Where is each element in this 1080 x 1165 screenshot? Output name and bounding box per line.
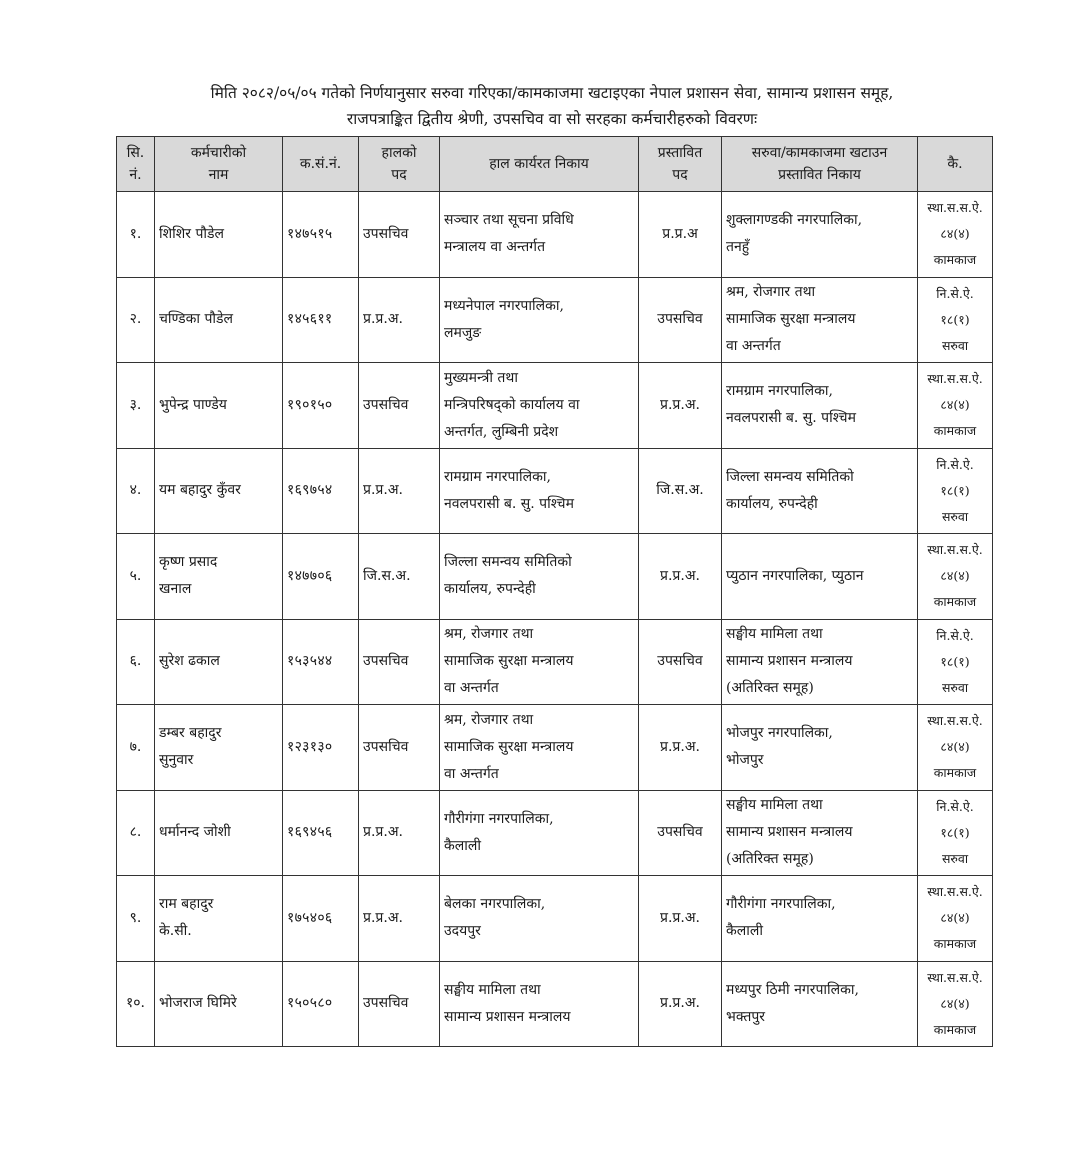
header-name: कर्मचारीको नाम [155, 137, 283, 192]
row-code: १४७५१५ [283, 192, 359, 278]
row-proposed-office-line: भोजपुर [726, 752, 764, 769]
row-remarks-line: कामकाज [933, 252, 977, 268]
row-current-office-line: बेलका नगरपालिका, [444, 896, 546, 913]
row-proposed-office-line: सामान्य प्रशासन मन्त्रालय [726, 824, 853, 841]
row-current-office-line: सामान्य प्रशासन मन्त्रालय [444, 1008, 571, 1025]
row-remarks-line: स्था.स.स.ऐ. [927, 884, 983, 900]
row-current-office-line: वा अन्तर्गत [444, 765, 499, 782]
row-proposed-post: प्र.प्र.अ. [639, 534, 722, 620]
table-row [117, 876, 993, 962]
heading-line-1: मिति २०८२/०५/०५ गतेको निर्णयानुसार सरुवा गरिएका/कामकाजमा खटाइएका नेपाल प्रशासन सेवा, सामान्य प्रशासन समूह, [210, 84, 894, 102]
row-current-office-line: अन्तर्गत, लुम्बिनी प्रदेश [444, 423, 559, 440]
row-remarks-line: नि.से.ऐ. [936, 798, 974, 814]
row-remarks-line: ८४(४) [940, 910, 970, 926]
row-proposed-post: प्र.प्र.अ [639, 192, 722, 278]
row-current-post: उपसचिव [359, 192, 440, 278]
row-current-office-line: सङ्घीय मामिला तथा [444, 981, 541, 998]
header-sn: सि. नं. [117, 137, 155, 192]
row-name-line: कृष्ण प्रसाद [159, 554, 218, 571]
table-row [117, 619, 993, 705]
row-name-line: डम्बर बहादुर [159, 725, 222, 742]
row-name-line: के.सी. [159, 923, 192, 940]
header-proposed-office: सरुवा/कामकाजमा खटाउन प्रस्तावित निकाय [722, 137, 918, 192]
row-current-office-line: रामग्राम नगरपालिका, [444, 468, 551, 485]
row-sn: ५. [117, 534, 155, 620]
row-remarks-line: १८(१) [940, 482, 970, 498]
row-proposed-office-line: कैलाली [726, 923, 763, 940]
row-remarks [918, 876, 993, 962]
row-proposed-post: प्र.प्र.अ. [639, 876, 722, 962]
row-remarks-line: नि.से.ऐ. [936, 285, 974, 301]
row-sn: १०. [117, 961, 155, 1047]
row-code: १६९४५६ [283, 790, 359, 876]
row-code: १५०५८० [283, 961, 359, 1047]
table-row [117, 192, 993, 278]
row-proposed-office [722, 705, 918, 791]
row-proposed-office-line: जिल्ला समन्वय समितिको [726, 468, 854, 485]
row-proposed-office-line: (अतिरिक्त समूह) [726, 851, 814, 868]
table-row [117, 790, 993, 876]
row-name [155, 619, 283, 705]
row-remarks-line: स्था.स.स.ऐ. [927, 371, 983, 387]
row-name [155, 363, 283, 449]
row-proposed-office [722, 277, 918, 363]
row-current-office-line: मन्त्रालय वा अन्तर्गत [444, 239, 546, 256]
row-proposed-office [722, 619, 918, 705]
header-proposed-post: प्रस्तावित पद [639, 137, 722, 192]
row-remarks [918, 619, 993, 705]
row-current-post: उपसचिव [359, 961, 440, 1047]
row-remarks [918, 961, 993, 1047]
row-current-office-line: श्रम, रोजगार तथा [444, 626, 534, 643]
table-row [117, 277, 993, 363]
row-name [155, 961, 283, 1047]
row-current-office-line: वा अन्तर्गत [444, 680, 499, 697]
row-name [155, 790, 283, 876]
header-current-post: हालको पद [359, 137, 440, 192]
row-sn: ६. [117, 619, 155, 705]
row-name-line: राम बहादुर [159, 896, 214, 913]
row-remarks-line: ८४(४) [940, 568, 970, 584]
row-code: १९०१५० [283, 363, 359, 449]
row-proposed-office-line: सामाजिक सुरक्षा मन्त्रालय [726, 311, 856, 328]
row-remarks-line: सरुवा [941, 337, 969, 353]
row-proposed-office-line: (अतिरिक्त समूह) [726, 680, 814, 697]
row-current-office-line: मध्यनेपाल नगरपालिका, [444, 297, 564, 314]
row-name-line: चण्डिका पौडेल [159, 311, 234, 328]
row-current-office-line: कैलाली [444, 837, 481, 854]
row-name-line: खनाल [159, 581, 192, 598]
row-name-line: सुरेश ढकाल [159, 653, 220, 670]
row-current-office-line: गौरीगंगा नगरपालिका, [444, 810, 554, 827]
table-row [117, 705, 993, 791]
row-proposed-office-line: गौरीगंगा नगरपालिका, [726, 896, 836, 913]
header-code: क.सं.नं. [283, 137, 359, 192]
row-current-office [440, 363, 639, 449]
row-proposed-post: प्र.प्र.अ. [639, 961, 722, 1047]
row-remarks-line: ८४(४) [940, 226, 970, 242]
row-proposed-office [722, 534, 918, 620]
row-name [155, 705, 283, 791]
row-remarks-line: स्था.स.स.ऐ. [927, 713, 983, 729]
row-current-office [440, 961, 639, 1047]
row-current-office-line: मुख्यमन्त्री तथा [444, 369, 518, 386]
row-current-post: प्र.प्र.अ. [359, 790, 440, 876]
row-remarks [918, 448, 993, 534]
row-current-post: प्र.प्र.अ. [359, 876, 440, 962]
heading-line-2: राजपत्राङ्कित द्वितीय श्रेणी, उपसचिव वा सो सरहका कर्मचारीहरुको विवरणः [346, 110, 758, 128]
row-remarks-line: सरुवा [941, 850, 969, 866]
row-proposed-office-line: भोजपुर नगरपालिका, [726, 725, 833, 742]
row-current-office-line: उदयपुर [444, 923, 481, 940]
table-row [117, 363, 993, 449]
row-remarks-line: १८(१) [940, 311, 970, 327]
row-current-office [440, 277, 639, 363]
row-name [155, 192, 283, 278]
row-name [155, 277, 283, 363]
row-name-line: धर्मानन्द जोशी [159, 824, 231, 841]
row-remarks [918, 790, 993, 876]
row-proposed-office-line: तनहुँ [726, 239, 750, 256]
row-name-line: भोजराज घिमिरे [159, 995, 237, 1012]
row-sn: ९. [117, 876, 155, 962]
row-current-post: उपसचिव [359, 705, 440, 791]
row-name-line: भुपेन्द्र पाण्डेय [159, 396, 227, 413]
row-proposed-office-line: नवलपरासी ब. सु. पश्चिम [726, 410, 856, 427]
row-proposed-office-line: वा अन्तर्गत [726, 338, 781, 355]
row-remarks-line: १८(१) [940, 824, 970, 840]
row-proposed-office [722, 790, 918, 876]
row-proposed-office-line: मध्यपुर ठिमी नगरपालिका, [726, 981, 859, 998]
row-proposed-office-line: शुक्लागण्डकी नगरपालिका, [726, 212, 863, 229]
row-remarks-line: ८४(४) [940, 397, 970, 413]
row-current-post: जि.स.अ. [359, 534, 440, 620]
row-proposed-office-line: सङ्घीय मामिला तथा [726, 626, 823, 643]
transfer-table [116, 136, 993, 1047]
row-current-office-line: लमजुङ [444, 324, 482, 341]
row-current-office-line: जिल्ला समन्वय समितिको [444, 554, 572, 571]
row-current-office [440, 192, 639, 278]
row-remarks-line: स्था.स.स.ऐ. [927, 542, 983, 558]
row-code: १५३५४४ [283, 619, 359, 705]
row-remarks-line: कामकाज [933, 1021, 977, 1037]
row-proposed-post: जि.स.अ. [639, 448, 722, 534]
row-proposed-office-line: प्युठान नगरपालिका, प्युठान [726, 567, 864, 584]
row-proposed-post: उपसचिव [639, 619, 722, 705]
row-current-office-line: सामाजिक सुरक्षा मन्त्रालय [444, 738, 574, 755]
row-sn: ३. [117, 363, 155, 449]
row-proposed-office-line: रामग्राम नगरपालिका, [726, 383, 833, 400]
row-remarks-line: कामकाज [933, 594, 977, 610]
header-current-office: हाल कार्यरत निकाय [440, 137, 639, 192]
row-remarks-line: स्था.स.स.ऐ. [927, 200, 983, 216]
row-current-office-line: सामाजिक सुरक्षा मन्त्रालय [444, 653, 574, 670]
row-remarks-line: १८(१) [940, 653, 970, 669]
row-code: १६९७५४ [283, 448, 359, 534]
row-current-post: उपसचिव [359, 619, 440, 705]
row-proposed-post: प्र.प्र.अ. [639, 363, 722, 449]
row-sn: १. [117, 192, 155, 278]
row-name-line: शिशिर पौडेल [159, 225, 225, 242]
table-row [117, 534, 993, 620]
row-current-office [440, 876, 639, 962]
row-current-office [440, 534, 639, 620]
row-code: १२३१३० [283, 705, 359, 791]
row-code: १४५६११ [283, 277, 359, 363]
row-remarks-line: सरुवा [941, 679, 969, 695]
row-current-post: उपसचिव [359, 363, 440, 449]
row-proposed-office-line: कार्यालय, रुपन्देही [726, 495, 818, 512]
row-remarks-line: कामकाज [933, 765, 977, 781]
row-sn: २. [117, 277, 155, 363]
row-proposed-office [722, 448, 918, 534]
row-current-office-line: कार्यालय, रुपन्देही [444, 581, 536, 598]
row-proposed-post: उपसचिव [639, 277, 722, 363]
row-remarks-line: नि.से.ऐ. [936, 627, 974, 643]
row-proposed-office-line: भक्तपुर [726, 1008, 766, 1025]
row-proposed-office [722, 192, 918, 278]
row-sn: ८. [117, 790, 155, 876]
row-proposed-office [722, 961, 918, 1047]
row-remarks [918, 277, 993, 363]
row-current-office [440, 705, 639, 791]
row-remarks-line: कामकाज [933, 936, 977, 952]
table-body [117, 192, 993, 1047]
row-proposed-office-line: सङ्घीय मामिला तथा [726, 797, 823, 814]
row-code: १४७७०६ [283, 534, 359, 620]
table-row [117, 448, 993, 534]
row-remarks-line: नि.से.ऐ. [936, 456, 974, 472]
row-code: १७५४०६ [283, 876, 359, 962]
row-name [155, 876, 283, 962]
row-proposed-post: प्र.प्र.अ. [639, 705, 722, 791]
row-current-office [440, 619, 639, 705]
row-current-office-line: मन्त्रिपरिषद्को कार्यालय वा [444, 396, 580, 413]
row-proposed-office-line: श्रम, रोजगार तथा [726, 284, 816, 301]
row-remarks [918, 363, 993, 449]
row-current-post: प्र.प्र.अ. [359, 277, 440, 363]
row-current-office-line: श्रम, रोजगार तथा [444, 711, 534, 728]
table-row [117, 961, 993, 1047]
row-proposed-post: उपसचिव [639, 790, 722, 876]
row-current-office-line: सञ्चार तथा सूचना प्रविधि [444, 212, 574, 229]
document-heading [112, 80, 992, 132]
row-remarks-line: कामकाज [933, 423, 977, 439]
row-current-post: प्र.प्र.अ. [359, 448, 440, 534]
row-remarks [918, 534, 993, 620]
row-name-line: सुनुवार [159, 752, 194, 769]
table-header-row [117, 137, 993, 192]
row-proposed-office-line: सामान्य प्रशासन मन्त्रालय [726, 653, 853, 670]
row-remarks-line: सरुवा [941, 508, 969, 524]
row-current-office [440, 448, 639, 534]
row-proposed-office [722, 876, 918, 962]
row-remarks [918, 192, 993, 278]
row-remarks-line: ८४(४) [940, 739, 970, 755]
row-remarks-line: स्था.स.स.ऐ. [927, 969, 983, 985]
row-current-office [440, 790, 639, 876]
row-sn: ४. [117, 448, 155, 534]
row-name [155, 448, 283, 534]
row-current-office-line: नवलपरासी ब. सु. पश्चिम [444, 495, 574, 512]
row-name-line: यम बहादुर कुँवर [159, 482, 241, 499]
header-remarks: कै. [918, 137, 993, 192]
row-remarks-line: ८४(४) [940, 995, 970, 1011]
row-remarks [918, 705, 993, 791]
row-sn: ७. [117, 705, 155, 791]
row-proposed-office [722, 363, 918, 449]
row-name [155, 534, 283, 620]
